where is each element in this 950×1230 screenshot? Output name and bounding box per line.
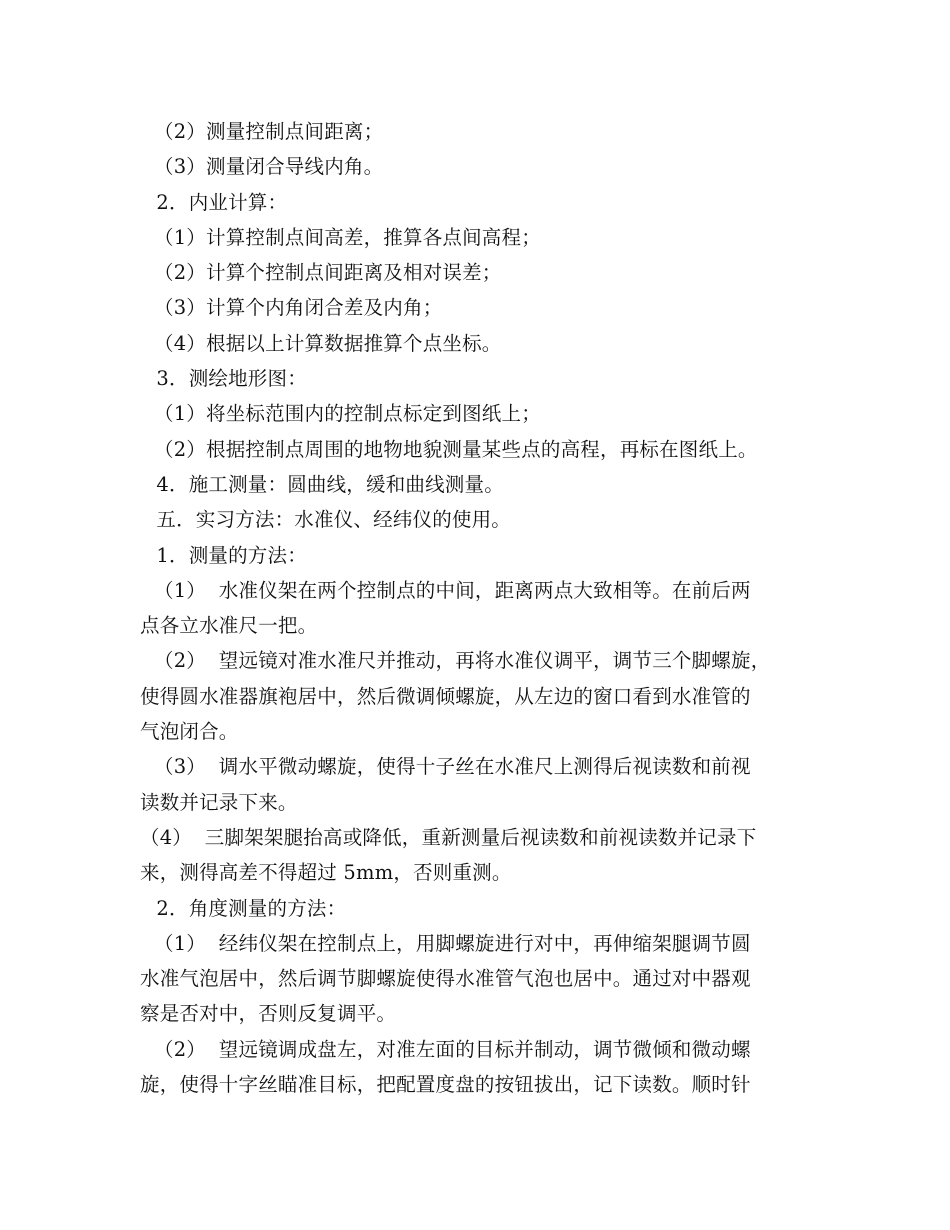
text-line: 使得圆水准器旗袍居中，然后微调倾螺旋，从左边的窗口看到水准管的 <box>140 684 751 708</box>
text-line: （2）根据控制点周围的地物地貌测量某些点的高程，再标在图纸上。 <box>154 437 758 461</box>
text-line: （1） 水准仪架在两个控制点的中间，距离两点大致相等。在前后两 <box>154 578 751 602</box>
text-line: 察是否对中，否则反复调平。 <box>140 1002 397 1026</box>
text-line: 旋，使得十字丝瞄准目标，把配置度盘的按钮拔出，记下读数。顺时针 <box>140 1073 751 1097</box>
text-line: （3）测量闭合导线内角。 <box>154 155 384 179</box>
text-line: 3．测绘地形图： <box>150 367 307 391</box>
text-line: （1）将坐标范围内的控制点标定到图纸上； <box>154 402 541 426</box>
text-line: （3） 调水平微动螺旋，使得十子丝在水准尺上测得后视读数和前视 <box>154 755 751 779</box>
text-line: （1）计算控制点间高差，推算各点间高程； <box>154 225 541 249</box>
text-line: 五．实习方法：水准仪、经纬仪的使用。 <box>150 508 511 532</box>
text-line: 水准气泡居中，然后调节脚螺旋使得水准管气泡也居中。通过对中器观 <box>140 967 751 991</box>
text-line: 读数并记录下来。 <box>140 790 298 814</box>
text-line: （2） 望远镜对准水准尺并推动，再将水准仪调平，调节三个脚螺旋， <box>154 649 771 673</box>
text-line: 1．测量的方法： <box>150 543 307 567</box>
text-line: （1） 经纬仪架在控制点上，用脚螺旋进行对中，再伸缩架腿调节圆 <box>154 931 751 955</box>
text-line: 气泡闭合。 <box>140 720 239 744</box>
text-line: （2） 望远镜调成盘左，对准左面的目标并制动，调节微倾和微动螺 <box>154 1037 751 1061</box>
text-line: （4） 三脚架架腿抬高或降低，重新测量后视读数和前视读数并记录下 <box>140 825 757 849</box>
text-line: 点各立水准尺一把。 <box>140 614 318 638</box>
text-line: （2）测量控制点间距离； <box>154 120 384 143</box>
text-line: 4．施工测量：圆曲线，缓和曲线测量。 <box>150 472 504 496</box>
text-line: 来，测得高差不得超过 5mm，否则重测。 <box>140 861 512 885</box>
text-line: 2．内业计算： <box>150 190 288 214</box>
text-line: （2）计算个控制点间距离及相对误差； <box>154 261 502 285</box>
text-line: 2．角度测量的方法： <box>150 896 347 920</box>
text-line: （3）计算个内角闭合差及内角； <box>154 296 443 320</box>
text-line: （4）根据以上计算数据推算个点坐标。 <box>154 331 502 355</box>
document-body <box>140 114 820 1102</box>
